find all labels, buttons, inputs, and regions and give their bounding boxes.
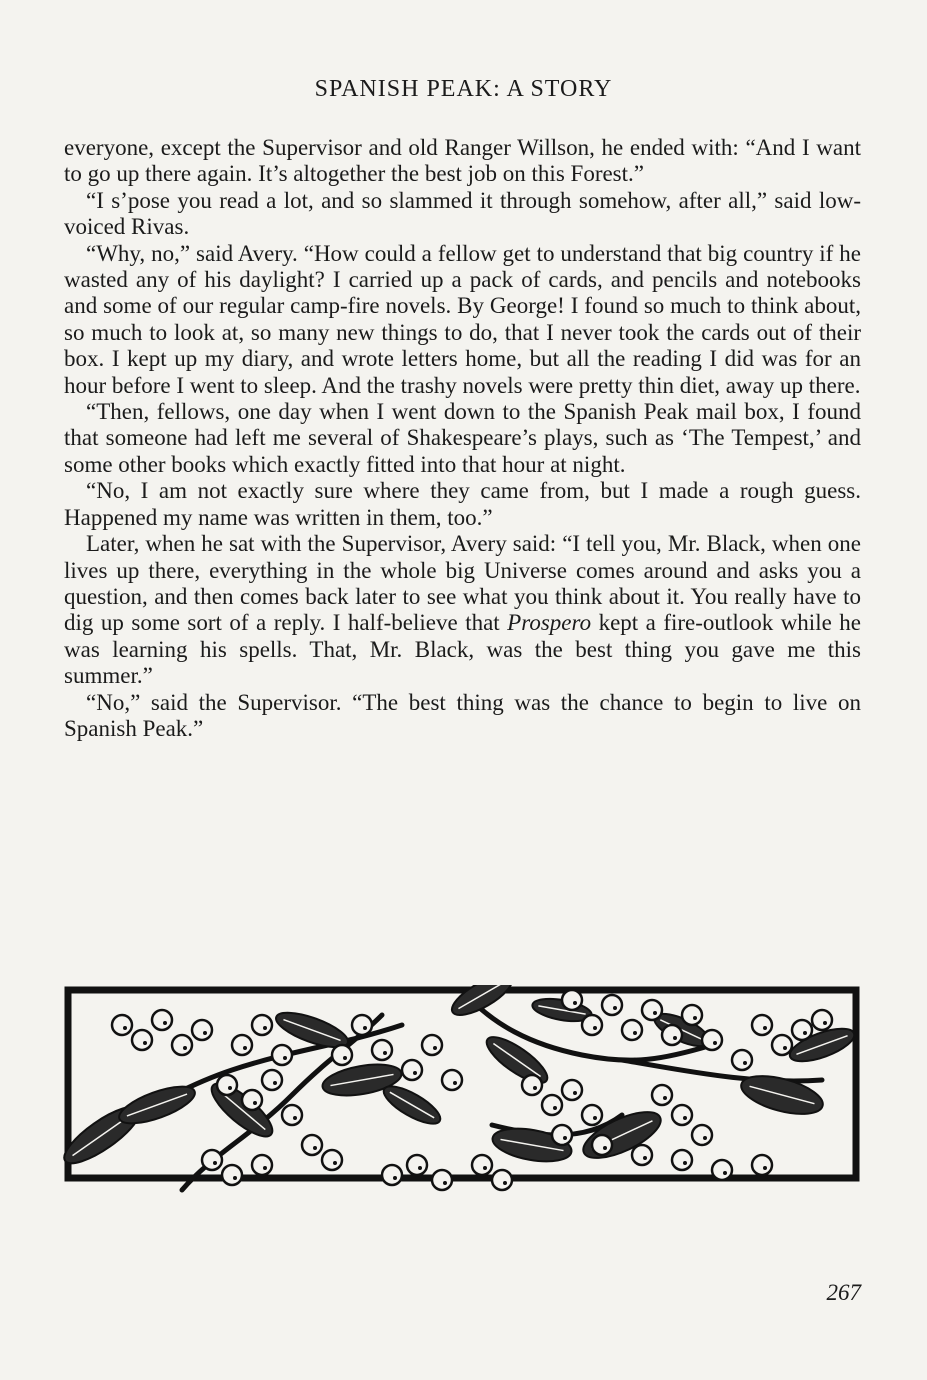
paragraph: [64, 690, 861, 743]
berry-dot: [263, 1026, 267, 1030]
berry: [382, 1165, 402, 1185]
berry: [322, 1150, 342, 1170]
berry-dot: [443, 1181, 447, 1185]
berry-dot: [213, 1161, 217, 1165]
paragraph-text: “I s’pose you read a lot, and so slammed it through somehow, after all,” said low-voiced Rivas.: [64, 187, 861, 240]
berry-dot: [683, 1116, 687, 1120]
berry: [252, 1015, 272, 1035]
berry-dot: [313, 1146, 317, 1150]
berry-dot: [723, 1171, 727, 1175]
berry: [222, 1165, 242, 1185]
berry-dot: [503, 1181, 507, 1185]
berry: [282, 1105, 302, 1125]
berry: [602, 995, 622, 1015]
berry: [132, 1030, 152, 1050]
berry: [372, 1040, 392, 1060]
berry-dot: [573, 1001, 577, 1005]
berry-dot: [363, 1026, 367, 1030]
berry-dot: [593, 1116, 597, 1120]
berry: [682, 1005, 702, 1025]
berry-dot: [183, 1046, 187, 1050]
berry: [662, 1025, 682, 1045]
paragraph: [64, 135, 861, 188]
berry: [402, 1060, 422, 1080]
berry-dot: [413, 1071, 417, 1075]
berry: [492, 1170, 512, 1190]
berry-dot: [643, 1156, 647, 1160]
berry-dot: [763, 1026, 767, 1030]
paragraph: [64, 188, 861, 241]
berry-dot: [673, 1036, 677, 1040]
berry: [692, 1125, 712, 1145]
berry-dot: [393, 1176, 397, 1180]
berry: [407, 1155, 427, 1175]
berry-dot: [653, 1011, 657, 1015]
berry-dot: [693, 1016, 697, 1020]
berry: [217, 1075, 237, 1095]
berry-dot: [663, 1096, 667, 1100]
berry-dot: [763, 1166, 767, 1170]
mistletoe-ornament-illustration: [62, 985, 862, 1195]
berry: [112, 1015, 132, 1035]
berry: [192, 1020, 212, 1040]
berry: [772, 1035, 792, 1055]
berry-dot: [233, 1176, 237, 1180]
berry-dot: [433, 1046, 437, 1050]
berry: [442, 1070, 462, 1090]
italic-text: Prospero: [507, 610, 592, 636]
berry-dot: [573, 1091, 577, 1095]
berry: [552, 1125, 572, 1145]
berry-dot: [383, 1051, 387, 1055]
berry: [672, 1150, 692, 1170]
berry-dot: [823, 1021, 827, 1025]
paragraph-text: everyone, except the Supervisor and old Ranger Willson, he ended with: “And I want to go up there again. It’s altogether the best job on this Forest.”: [64, 135, 861, 187]
berry: [582, 1105, 602, 1125]
berry: [812, 1010, 832, 1030]
paragraph-text: Later, when he sat with the Supervisor, Avery said: “I tell you, Mr. Black, when one lives up there, everything in the whole big Universe comes around and asks you a question, and then comes back later to see what you think about it. You really have to dig up some sort of a reply. I half-believe that: [64, 531, 861, 636]
berry-dot: [123, 1026, 127, 1030]
berry: [652, 1085, 672, 1105]
berry-dot: [683, 1161, 687, 1165]
paragraph: [64, 478, 861, 531]
berry-dot: [803, 1031, 807, 1035]
berry: [712, 1160, 732, 1180]
berry: [332, 1045, 352, 1065]
berry: [152, 1010, 172, 1030]
running-head: SPANISH PEAK: A STORY: [314, 76, 613, 102]
berry-dot: [783, 1046, 787, 1050]
paragraph-text: “Why, no,” said Avery. “How could a fellow get to understand that big country if he wasted any of his daylight? I carried up a pack of cards, and pencils and notebooks and some of our regular camp-fire novels. By George! I found so much to think about, so much to look at, so many new things to do, that I never took the cards out of their box. I kept up my diary, and wrote letters home, but all the reading I did was for an hour before I went to sleep. And the trashy novels were pretty thin diet, away up there.: [64, 240, 861, 398]
berry: [592, 1135, 612, 1155]
berry-dot: [713, 1041, 717, 1045]
berry-dot: [243, 1046, 247, 1050]
berry: [202, 1150, 222, 1170]
berry: [642, 1000, 662, 1020]
berry-dot: [143, 1041, 147, 1045]
berry: [732, 1050, 752, 1070]
berry-dot: [453, 1081, 457, 1085]
berry-dot: [293, 1116, 297, 1120]
berry: [792, 1020, 812, 1040]
berry: [672, 1105, 692, 1125]
berry-dot: [633, 1031, 637, 1035]
berry: [752, 1015, 772, 1035]
berry: [172, 1035, 192, 1055]
berry: [582, 1015, 602, 1035]
berry-dot: [593, 1026, 597, 1030]
berry-dot: [228, 1086, 232, 1090]
berry: [562, 990, 582, 1010]
berry-dot: [743, 1061, 747, 1065]
berry: [352, 1015, 372, 1035]
berry: [472, 1155, 492, 1175]
berry-dot: [203, 1031, 207, 1035]
paragraph: [64, 531, 861, 689]
paragraph: [64, 241, 861, 399]
berry: [622, 1020, 642, 1040]
berry-dot: [283, 1056, 287, 1060]
paragraph-text: “Then, fellows, one day when I went down to the Spanish Peak mail box, I found that someone had left me several of Shakespeare’s plays, such as ‘The Tempest,’ and some other books which exactly fitted into that hour at night.: [64, 399, 861, 477]
berry-dot: [253, 1101, 257, 1105]
berry: [232, 1035, 252, 1055]
berry: [562, 1080, 582, 1100]
berry: [522, 1075, 542, 1095]
berry-dot: [163, 1021, 167, 1025]
berry-dot: [563, 1136, 567, 1140]
berry: [302, 1135, 322, 1155]
paragraph-text: kept a fire-outlook while he was learning his spells. That, Mr. Black, was the best thing you gave me this summer.”: [64, 610, 861, 689]
berry-dot: [273, 1081, 277, 1085]
berry: [752, 1155, 772, 1175]
berry-dot: [343, 1056, 347, 1060]
berry: [422, 1035, 442, 1055]
berry-dot: [483, 1166, 487, 1170]
berry: [272, 1045, 292, 1065]
paragraph: [64, 399, 861, 478]
berry-dot: [263, 1166, 267, 1170]
berry: [242, 1090, 262, 1110]
berry-dot: [333, 1161, 337, 1165]
body-text: [64, 135, 861, 742]
berry: [252, 1155, 272, 1175]
berry: [262, 1070, 282, 1090]
page-number: 267: [826, 1280, 861, 1305]
berry-dot: [553, 1106, 557, 1110]
berry-dot: [418, 1166, 422, 1170]
paragraph-text: “No,” said the Supervisor. “The best thing was the chance to begin to live on Spanish Peak.”: [64, 689, 861, 741]
berry-dot: [703, 1136, 707, 1140]
berry: [702, 1030, 722, 1050]
berry-dot: [533, 1086, 537, 1090]
paragraph-text: “No, I am not exactly sure where they came from, but I made a rough guess. Happened my name was written in them, too.”: [64, 478, 861, 530]
berry-dot: [603, 1146, 607, 1150]
berry: [542, 1095, 562, 1115]
berry: [632, 1145, 652, 1165]
berry-dot: [613, 1006, 617, 1010]
berry: [432, 1170, 452, 1190]
